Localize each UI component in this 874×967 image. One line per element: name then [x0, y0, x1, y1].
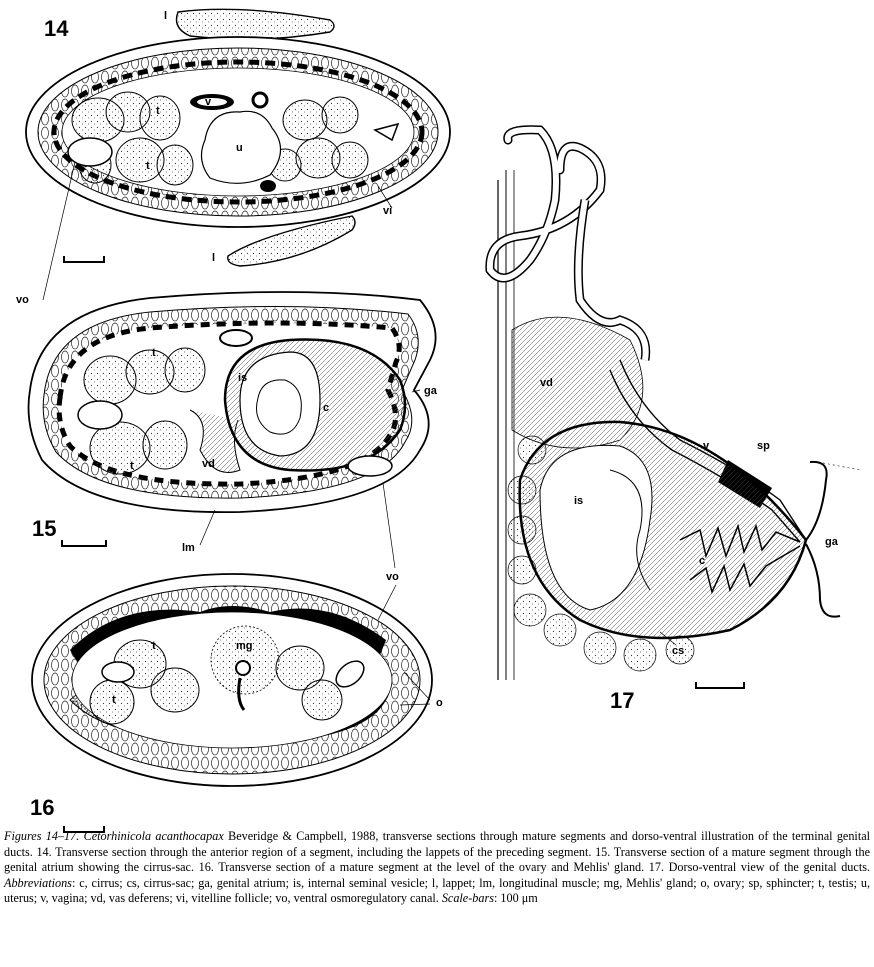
label-is-15: is — [238, 372, 248, 384]
label-v-17: v — [703, 440, 710, 452]
label-lappet-top: l — [164, 10, 168, 22]
figure-number-15: 15 — [32, 516, 57, 541]
figure-17-drawing — [490, 130, 860, 688]
label-lm: lm — [182, 542, 195, 554]
caption-body: Beveridge & Campbell, 1988, transverse sections through mature segments and dorso-ventral illustration of the terminal genital ducts. 14. Transverse section through the anterior region of a segment, including the lappets of the preceding segment. 15. Transverse section of a mature segment through the genital atrium showing the cirrus-sac. 16. Transverse section of a mature segment at the level of the ovary and Mehlis' gland. 17. Dorso-ventral view of the genital ducts. — [4, 829, 870, 875]
label-vd-17: vd — [540, 377, 553, 389]
label-vo-b: vo — [386, 571, 399, 583]
figure-14-section — [26, 9, 450, 300]
figure-number-14: 14 — [44, 16, 69, 41]
label-uterus: u — [236, 142, 243, 154]
caption-species: Cetorhinicola acanthocapax — [83, 829, 224, 843]
label-c-17: c — [699, 555, 706, 567]
label-testis-14a: t — [156, 105, 160, 117]
label-vagina-14: v — [205, 96, 212, 108]
label-ga-15: ga — [424, 385, 437, 397]
label-testis-14b: t — [146, 160, 150, 172]
figure-15-section — [29, 292, 436, 568]
caption-abbr-text: : c, cirrus; cs, cirrus-sac; ga, genital atrium; is, internal seminal vesicle; l, lappet; lm, longitudinal muscle; mg, Mehlis' gland; o, ovary; sp, sphincter; t, testis; u, uterus; v, vagina; vd, vas deferens; vi, vitelline follicle; vo, ventral osmoregulatory canal. — [4, 875, 870, 906]
label-cs: cs — [672, 645, 685, 657]
label-is-17: is — [574, 495, 584, 507]
caption-figure-label: Figures 14–17. — [4, 829, 80, 843]
figure-number-17: 17 — [610, 688, 635, 713]
caption-scale-label: Scale-bars — [441, 891, 494, 906]
label-lappet-bottom: l — [212, 252, 216, 264]
label-testis-16b: t — [112, 694, 116, 706]
caption-abbr-label: Abbreviations — [4, 875, 72, 890]
lappet-top — [177, 9, 335, 39]
label-vo-a: vo — [16, 294, 29, 306]
label-vitelline: vi — [383, 205, 393, 217]
label-vd-15: vd — [202, 458, 215, 470]
caption-scale-text: : 100 μm — [493, 891, 538, 906]
figure-caption — [4, 829, 870, 907]
label-ga-17: ga — [825, 536, 838, 548]
label-c-15: c — [323, 402, 330, 414]
figure-16-section — [32, 574, 432, 832]
label-testis-15a: t — [152, 347, 156, 359]
label-ovary: o — [436, 697, 443, 709]
figure-number-16: 16 — [30, 795, 55, 820]
label-testis-15b: t — [130, 460, 134, 472]
label-sp: sp — [757, 440, 770, 452]
label-testis-16a: t — [152, 640, 156, 652]
label-mg: mg — [236, 640, 253, 652]
